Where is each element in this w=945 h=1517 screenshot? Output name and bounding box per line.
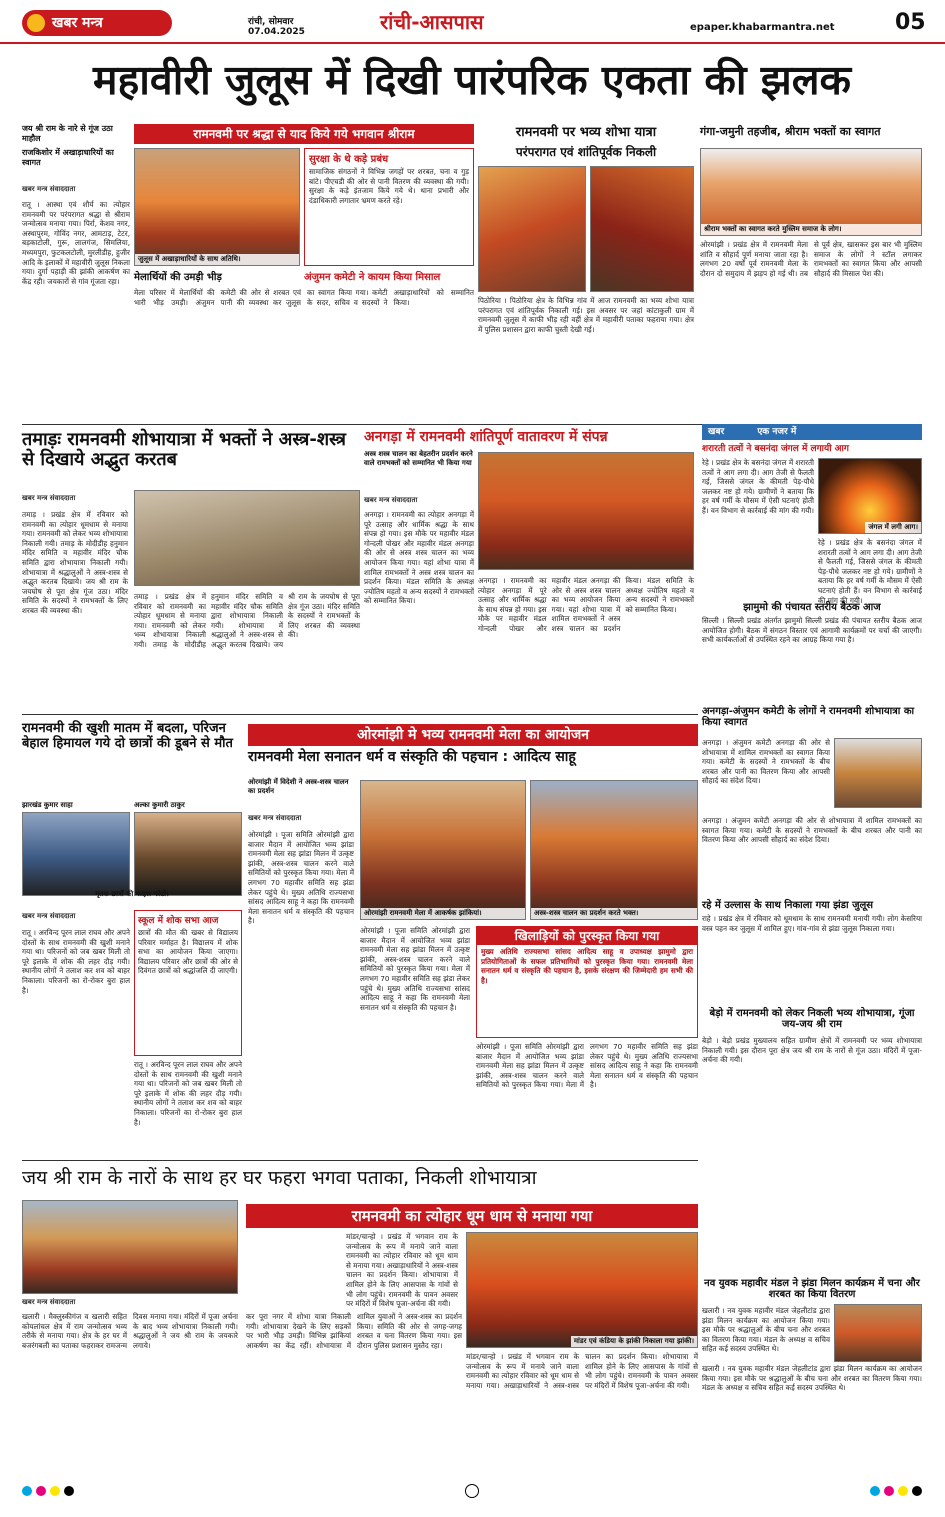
brief-title: बेड़ो में रामनवमी को लेकर निकली भव्य शोभायात्रा, गूंजा जय-जय श्री राम xyxy=(709,1008,915,1031)
article-body: ओरमांझी । पूजा समिति ओरमांझी द्वारा बाजार मैदान में आयोजित भव्य झांडा रामनवमी मेला सह झांडा मिलन में उत्कृष्ट झांकी, अस्त्र-शस्त्र चालन करने वाले समितियों को पुरस्कृत किया गया। मेला में लगभग 70 महावीर समिति सह झंडा लेकर पहुंचे थे। मुख्य अतिथि राज्यसभा सांसद आदित्य साहू ने कहा कि रामनवमी मेला सनातन धर्म व संस्कृति की पहचान है। xyxy=(248,830,354,926)
brief-body: खलारी । नव युवक महावीर मंडल जेहलीटांड द्वारा झंडा मिलन कार्यक्रम का आयोजन किया गया। इस मौके पर श्रद्धालुओं के बीच चना और शरबत का वितरण किया गया। मंडल के अध्यक्ष व सचिव सहित कई सदस्य उपस्थित थे। xyxy=(702,1364,922,1393)
bullet-item: ओरमांझी में विदेशी ने अस्त्र-शस्त्र चालन का प्रदर्शन xyxy=(248,778,349,795)
article-body: रातू । अरविन्द पूरन लाल राघव और अपने दोस्तों के साथ रामनवमी की खुशी मनाने गया था। परिजनों को जब खबर मिली तो पूरे इलाके में शोक की लहर दौड़ गयी। स्थानीय लोगों ने तलाश कर शव को बाहर निकाला। परिजनों का रो-रोकर बुरा हाल है। xyxy=(22,928,130,995)
article-body: ओरमांझी । पूजा समिति ओरमांझी द्वारा बाजार मैदान में आयोजित भव्य झांडा रामनवमी मेला सह झांडा मिलन में उत्कृष्ट झांकी, अस्त्र-शस्त्र चालन करने वाले समितियों को पुरस्कृत किया गया। मेला में लगभग 70 महावीर समिति सह झंडा लेकर पहुंचे थे। मुख्य अतिथि राज्यसभा सांसद आदित्य साहू ने कहा कि रामनवमी मेला सनातन धर्म व संस्कृति की पहचान है। xyxy=(476,1042,698,1090)
main-headline: महावीरी जुलूस में दिखी पारंपरिक एकता की झलक xyxy=(92,56,851,104)
brief-header xyxy=(702,424,922,440)
box-body: छात्रों की मौत की खबर से विद्यालय परिवार मर्माहत है। विद्यालय में शोक सभा का आयोजन किया जाएगा। विद्यालय परिवार और छात्रों की ओर से दिवंगत छात्रों को श्रद्धांजलि दी जाएगी। xyxy=(138,928,238,976)
fair-photo xyxy=(360,780,526,920)
page-number: 05 xyxy=(895,10,926,35)
brief-body: सिल्ली । सिल्ली प्रखंड अंतर्गत झामुमो सिल्ली प्रखंड की पंचायत स्तरीय बैठक आज आयोजित होगी। बैठक में संगठन विस्तार एवं आगामी कार्यक्रमों पर चर्चा की जाएगी। सभी कार्यकर्ताओं से उपस्थित रहने का आग्रह किया गया है। xyxy=(702,616,922,645)
photo-caption: जंगल में लगी आग। xyxy=(865,522,921,533)
headline: तमाड़ः रामनवमी शोभायात्रा में भक्तों ने अस्त्र-शस्त्र से दिखाये अद्भुत करतब xyxy=(22,429,346,471)
brief-title: रहे में उल्लास के साथ निकाला गया झंडा जुलूस xyxy=(702,900,874,911)
brief-body: अनगड़ा । अंजुमन कमेटी अनगड़ा की ओर से शोभायात्रा में शामिल रामभक्तों का स्वागत किया गया। कमेटी के सदस्यों ने रामभक्तों के बीच शरबत और पानी का वितरण किया और आपसी सौहार्द का संदेश दिया। xyxy=(702,816,922,845)
photo xyxy=(834,738,922,808)
divider xyxy=(22,1160,698,1161)
fair-photo xyxy=(530,780,698,920)
article-body: मेला परिसर में मेलार्थियों की भारी भीड़ उमड़ी। अंजुमन कमेटी की ओर से शरबत एवं पानी की व्यवस्था कर जुलूस का स्वागत किया गया। कमेटी के सदर, सचिव व सदस्यों ने अखाड़ाधारियों को सम्मानित किया। xyxy=(134,288,474,307)
article-body: रातू । आस्था एवं शौर्य का त्योहार रामनवमी पर परंपरागत श्रद्धा से श्रीराम जन्मोत्सव मनाया गया। पिर्रा, केशव नगर, अस्थापुरम, गोविंद नगर, आमटाड़, टेटर, बड़काटोली, गुरू, लालगंज, सिमलिया, मध्यमपुरा, फुटकलटोली, मुरलीडीह, हुजीर आदि के इलाकों में महावीरी जुलूस निकला गया। दुर्गा पहाड़ी की झांकी आकर्षण का केंद्र रही। जयकारों से गांव गूंजता रहा। xyxy=(22,200,131,286)
bottom-headline: जय श्री राम के नारों के साथ हर घर फहरा भगवा पताका, निकली शोभायात्रा xyxy=(22,1167,537,1189)
subhead: अंजुमन कमेटी ने कायम किया मिसाल xyxy=(304,272,441,283)
article-body: ओरमांझी । प्रखंड क्षेत्र में रामनवमी मेला शांति व सौहार्द पूर्ण मनाया जाता रहा है। लगभग 20 वर्षों पूर्व रामनवमी मेला के दौरान दो समुदाय में झड़प हो गई थी। तब से पूर्व क्षेत्र, खासकर इस बार भी मुस्लिम समाज के लोगों ने स्टॉल लगाकर रामभक्तों का स्वागत किया और आपसी सौहार्द की मिसाल पेश की। xyxy=(700,240,922,278)
headline: अनगड़ा में रामनवमी शांतिपूर्ण वातावरण में संपन्न xyxy=(364,429,608,445)
brand-name: खबर मन्त्र xyxy=(52,15,103,31)
article-body: कर पूरा नगर में शोभा यात्रा निकाली गयी। शोभायात्रा देखने के लिए सड़कों पर भारी भीड़ उमड़ी। विभिन्न झांकियां आकर्षण का केंद्र रहीं। शोभायात्रा में शामिल युवाओं ने अस्त्र-शस्त्र का प्रदर्शन किया। समिति की ओर से जगह-जगह शरबत व चना वितरण किया गया। इस दौरान पुलिस प्रशासन मुस्तैद रहा। xyxy=(246,1312,462,1350)
article-body: मांडर/चान्हो । प्रखंड में भगवान राम के जन्मोत्सव के रूप में मनाये जाने वाला रामनवमी का त्योहार रविवार को धूम धाम से मनाया गया। अखाड़ाधारियों ने अस्त्र-शस्त्र चालन का प्रदर्शन किया। शोभायात्रा में शामिल होने के लिए आसपास के गांवों से भी लोग पहुंचे। रामनवमी के पावन अवसर पर मंदिरों में विशेष पूजा-अर्चना की गयी। xyxy=(466,1352,698,1390)
subhead: मेलार्थियों की उमड़ी भीड़ xyxy=(134,272,222,283)
brief-title: नव युवक महावीर मंडल ने झंडा मिलन कार्यक्रम में चना और शरबत का किया वितरण xyxy=(704,1278,920,1301)
byline: खबर मन्त्र संवाददाता xyxy=(22,912,76,920)
photo xyxy=(700,148,922,236)
bullet-item: अस्त्र शस्त्र चालन का बेहतरीन प्रदर्शन करने वाले रामभक्तों को सम्मानित भी किया गया xyxy=(364,450,473,467)
box-body: मुख्य अतिथि राज्यसभा सांसद आदित्य साहू व उपाध्यक्ष झामुमो द्वारा प्रतियोगिताओं के सफल प्रतिभागियों को पुरस्कृत किया गया। रामनवमी मेला सनातन धर्म व संस्कृति की पहचान है, इसके संरक्षण की जिम्मेदारी हम सभी की है। xyxy=(481,947,693,985)
article-strip-title: रामनवमी पर श्रद्धा से याद किये गये भगवान श्रीराम xyxy=(134,124,474,144)
bullet-item: जय श्री राम के नारे से गूंज उठा माहौल xyxy=(22,124,113,143)
victim-photo xyxy=(134,812,242,896)
photo-caption: श्रीराम भक्तों का स्वागत करते मुस्लिम समाज के लोग। xyxy=(701,224,921,235)
byline: खबर मन्त्र संवाददाता xyxy=(364,496,418,504)
procession-photo xyxy=(22,1200,238,1294)
logo-icon xyxy=(27,14,45,32)
bullet-item: राजकिशोर में अखाड़ाधारियों का स्वागत xyxy=(22,148,114,167)
procession-photo xyxy=(590,166,694,292)
box-body: सामाजिक संगठनों ने विभिन्न जगहों पर शरबत, चना व गुड़ बांटे। पीएचडी की ओर से पानी वितरण की व्यवस्था की गयी। सुरक्षा के कड़े इंतजाम किये गये थे। थाना प्रभारी और दंडाधिकारी लगातार भ्रमण करते रहे। xyxy=(309,167,469,205)
jhanki-photo xyxy=(466,1232,698,1348)
article-body: खलारी । मैक्लुस्कीगंज व खलारी सहित कोयलांचल क्षेत्र में राम जन्मोत्सव भव्य तरीके से मनाया गया। क्षेत्र के हर घर में बजरंगबली का पताका फहराकर रामजन्म दिवस मनाया गया। मंदिरों में पूजा अर्चना के बाद भव्य शोभायात्रा निकाली गयी। श्रद्धालुओं ने जय श्री राम के जयकारे लगाये। xyxy=(22,1312,238,1350)
brief-body: रेहे । प्रखंड क्षेत्र के बसनंदा जंगल में शरारती तत्वों ने आग लगा दी। आग तेजी से फैलती गई, जिससे जंगल के कीमती पेड़-पौधे जलकर नष्ट हो गये। ग्रामीणों ने बताया कि हर वर्ष गर्मी के मौसम में ऐसी घटनाएं होती हैं। वन विभाग से कार्रवाई की मांग की गयी। xyxy=(818,538,922,605)
box-title: सुरक्षा के थे कड़े प्रबंध xyxy=(309,154,389,165)
procession-photo xyxy=(478,166,586,292)
article-body: अनगड़ा । रामनवमी का त्योहार अनगड़ा में पूरे उत्साह और धार्मिक श्रद्धा के साथ संपन्न हो गया। इस मौके पर महावीर मंडल गोन्दली पोखर और महावीर मंडल अनगड़ा की ओर से अस्त्र शस्त्र चालन का भव्य आयोजन किया गया। यहां शोभा यात्रा में शामिल रामभक्तों ने अस्त्र शस्त्र चालन का प्रदर्शन किया। मंडल समिति के अध्यक्ष ज्योतिष महतो व अन्य सदस्यों ने रामभक्तों को सम्मानित किया। xyxy=(364,510,474,606)
header-city-day: रांची, सोमवार xyxy=(248,17,294,27)
article-body: मांडर/चान्हो । प्रखंड में भगवान राम के जन्मोत्सव के रूप में मनाये जाने वाला रामनवमी का त्योहार रविवार को धूम धाम से मनाया गया। अखाड़ाधारियों ने अस्त्र-शस्त्र चालन का प्रदर्शन किया। शोभायात्रा में शामिल होने के लिए आसपास के गांवों से भी लोग पहुंचे। रामनवमी के पावन अवसर पर मंदिरों में विशेष पूजा-अर्चना की गयी। xyxy=(346,1232,458,1309)
brand-logo xyxy=(22,10,172,36)
brief-body: बेड़ो । बेड़ो प्रखंड मुख्यालय सहित ग्रामीण क्षेत्रों में रामनवमी पर भव्य शोभायात्रा निकाली गयी। इस दौरान पूरा क्षेत्र जय श्री राम के नारों से गूंज उठा। मंदिरों में पूजा-अर्चना की गयी। xyxy=(702,1036,922,1065)
brief-title: अनगड़ा-अंजुमन कमेटी के लोगों ने रामनवमी शोभायात्रा का किया स्वागत xyxy=(702,706,915,729)
article-body: ओरमांझी । पूजा समिति ओरमांझी द्वारा बाजार मैदान में आयोजित भव्य झांडा रामनवमी मेला सह झांडा मिलन में उत्कृष्ट झांकी, अस्त्र-शस्त्र चालन करने वाले समितियों को पुरस्कृत किया गया। मेला में लगभग 70 महावीर समिति सह झंडा लेकर पहुंचे थे। मुख्य अतिथि राज्यसभा सांसद आदित्य साहू ने कहा कि रामनवमी मेला सनातन धर्म व संस्कृति की पहचान है। xyxy=(360,926,470,1012)
brief-body: अनगड़ा । अंजुमन कमेटी अनगड़ा की ओर से शोभायात्रा में शामिल रामभक्तों का स्वागत किया गया। कमेटी के सदस्यों ने रामभक्तों के बीच शरबत और पानी का वितरण किया और आपसी सौहार्द का संदेश दिया। xyxy=(702,738,830,786)
photo-caption: मृतक छात्रों की फाइल फोटो। xyxy=(95,890,169,898)
headline: गंगा-जमुनी तहजीब, श्रीराम भक्तों का स्वागत xyxy=(700,125,881,138)
photo-label: अल्का कुमारी ठाकुर xyxy=(134,801,185,809)
school-box xyxy=(134,910,242,1056)
brief-body: राहे । प्रखंड क्षेत्र में रविवार को धूमधाम के साथ रामनवमी मनायी गयी। लोग केसरिया वस्त्र पहन कर जुलूस में शामिल हुए। गांव-गांव से झंडा जुलूस निकाला गया। xyxy=(702,914,922,933)
box-title: स्कूल में शोक सभा आज xyxy=(138,916,219,926)
photo-label: झारखंड कुमार साहा xyxy=(22,801,73,809)
masthead xyxy=(0,0,945,44)
byline: खबर मन्त्र संवाददाता xyxy=(22,1298,76,1306)
article-body: पिठोरिया । पिठोरिया क्षेत्र के विभिन्न गांव में आज रामनवमी का भव्य शोभा यात्रा परंपरागत एवं शांतिपूर्वक निकाली गई। इस अवसर पर जहां कांटाकुली ग्राम में रामनवमी जुलूस में काफी भीड़ रही वहीं क्षेत्र में महावीरी पताका फहराया गया। क्षेत्र में पुलिस प्रशासन द्वारा काफी चुस्ती देखी गई। xyxy=(478,296,694,334)
article-body: अनगड़ा । रामनवमी का त्योहार अनगड़ा में पूरे उत्साह और धार्मिक श्रद्धा के साथ संपन्न हो गया। इस मौके पर महावीर मंडल गोन्दली पोखर और महावीर मंडल अनगड़ा की ओर से अस्त्र शस्त्र चालन का भव्य आयोजन किया गया। यहां शोभा यात्रा में शामिल रामभक्तों ने अस्त्र शस्त्र चालन का प्रदर्शन किया। मंडल समिति के अध्यक्ष ज्योतिष महतो व अन्य सदस्यों ने रामभक्तों को सम्मानित किया। xyxy=(478,576,694,633)
brief-tag: खबर xyxy=(708,427,725,437)
box-title: खिलाड़ियों को पुरस्कृत किया गया xyxy=(477,927,697,945)
article-body: रातू । अरविन्द पूरन लाल राघव और अपने दोस्तों के साथ रामनवमी की खुशी मनाने गया था। परिजनों को जब खबर मिली तो पूरे इलाके में शोक की लहर दौड़ गयी। स्थानीय लोगों ने तलाश कर शव को बाहर निकाला। परिजनों का रो-रोकर बुरा हाल है। xyxy=(134,1060,242,1127)
divider xyxy=(22,714,698,715)
security-box xyxy=(304,148,474,266)
byline: खबर मन्त्र संवाददाता xyxy=(248,814,302,822)
brief-title: झामुमो की पंचायत स्तरीय बैठक आज xyxy=(743,602,881,613)
brief-body: रेहे । प्रखंड क्षेत्र के बसनंदा जंगल में शरारती तत्वों ने आग लगा दी। आग तेजी से फैलती गई, जिससे जंगल के कीमती पेड़-पौधे जलकर नष्ट हो गये। ग्रामीणों ने बताया कि हर वर्ष गर्मी के मौसम में ऐसी घटनाएं होती हैं। वन विभाग से कार्रवाई की मांग की गयी। xyxy=(702,458,814,515)
photo xyxy=(834,1304,922,1362)
brief-body: खलारी । नव युवक महावीर मंडल जेहलीटांड द्वारा झंडा मिलन कार्यक्रम का आयोजन किया गया। इस मौके पर श्रद्धालुओं के बीच चना और शरबत का वितरण किया गया। मंडल के अध्यक्ष व सचिव सहित कई सदस्य उपस्थित थे। xyxy=(702,1306,830,1354)
photo-caption: ओरमांझी रामनवमी मेला में आकर्षक झांकियां। xyxy=(361,908,525,919)
awards-box xyxy=(476,926,698,1038)
section-name: रांची-आसपास xyxy=(380,10,484,34)
header-date: 07.04.2025 xyxy=(248,27,305,37)
headline: परंपरागत एवं शांतिपूर्वक निकली xyxy=(515,145,657,159)
headline: रामनवमी पर भव्य शोभा यात्रा xyxy=(515,125,657,140)
photo-caption: अस्त्र-शस्त्र चालन का प्रदर्शन करते भक्त। xyxy=(531,908,697,919)
photo-caption: जुलूस में अखाड़ाधारियों के साथ अतिथि। xyxy=(135,254,299,265)
procession-photo xyxy=(478,452,694,570)
article-strip-title: रामनवमी का त्योहार धूम धाम से मनाया गया xyxy=(246,1204,698,1228)
stunt-photo xyxy=(134,490,360,586)
headline: रामनवमी मेला सनातन धर्म व संस्कृति की पहचान : आदित्य साहू xyxy=(248,749,576,765)
headline: रामनवमी की खुशी मातम में बदला, परिजन बेहाल हिमायल गये दो छात्रों की डूबने से मौत xyxy=(22,721,233,751)
procession-photo xyxy=(134,148,300,266)
crosshair-icon xyxy=(465,1484,479,1498)
brief-tag-2: एक नजर में xyxy=(757,427,797,437)
brief-title: शरारती तत्वों ने बसनंदा जंगल में लगायी आग xyxy=(702,444,849,454)
photo-caption: मांडर एवं कंडिया के झांकी निकाला गया झांकी। xyxy=(571,1336,697,1347)
byline: खबर मन्त्र संवाददाता xyxy=(22,185,76,193)
article-body: तमाड़ । प्रखंड क्षेत्र में रविवार को रामनवमी का त्योहार धूमधाम से मनाया गया। रामनवमी को लेकर भव्य शोभायात्रा निकाली गयी। तमाड़ के मोदीडीह हनुमान मंदिर समिति व महावीर मंदिर चौक समिति द्वारा शोभायात्रा निकाली गयी। शोभायात्रा में श्रद्धालुओं ने अस्त्र-शस्त्र से अद्भुत करतब दिखाये। जय श्री राम के जयघोष से पूरा क्षेत्र गूंज उठा। मंदिर समिति के सदस्यों ने रामभक्तों के लिए शरबत की व्यवस्था की। xyxy=(22,510,128,615)
forest-fire-photo xyxy=(818,458,922,534)
article-body: तमाड़ । प्रखंड क्षेत्र में रविवार को रामनवमी का त्योहार धूमधाम से मनाया गया। रामनवमी को लेकर भव्य शोभायात्रा निकाली गयी। तमाड़ के मोदीडीह हनुमान मंदिर समिति व महावीर मंदिर चौक समिति द्वारा शोभायात्रा निकाली गयी। शोभायात्रा में श्रद्धालुओं ने अस्त्र-शस्त्र से अद्भुत करतब दिखाये। जय श्री राम के जयघोष से पूरा क्षेत्र गूंज उठा। मंदिर समिति के सदस्यों ने रामभक्तों के लिए शरबत की व्यवस्था की। xyxy=(134,592,360,649)
top-left-bullets xyxy=(22,124,130,168)
byline: खबर मन्त्र संवाददाता xyxy=(22,494,76,502)
section-banner: ओरमांझी मे भव्य रामनवमी मेला का आयोजन xyxy=(248,724,698,746)
site-url: epaper.khabarmantra.net xyxy=(690,22,835,33)
print-registration-mark xyxy=(22,1482,922,1500)
victim-photo xyxy=(22,812,130,896)
